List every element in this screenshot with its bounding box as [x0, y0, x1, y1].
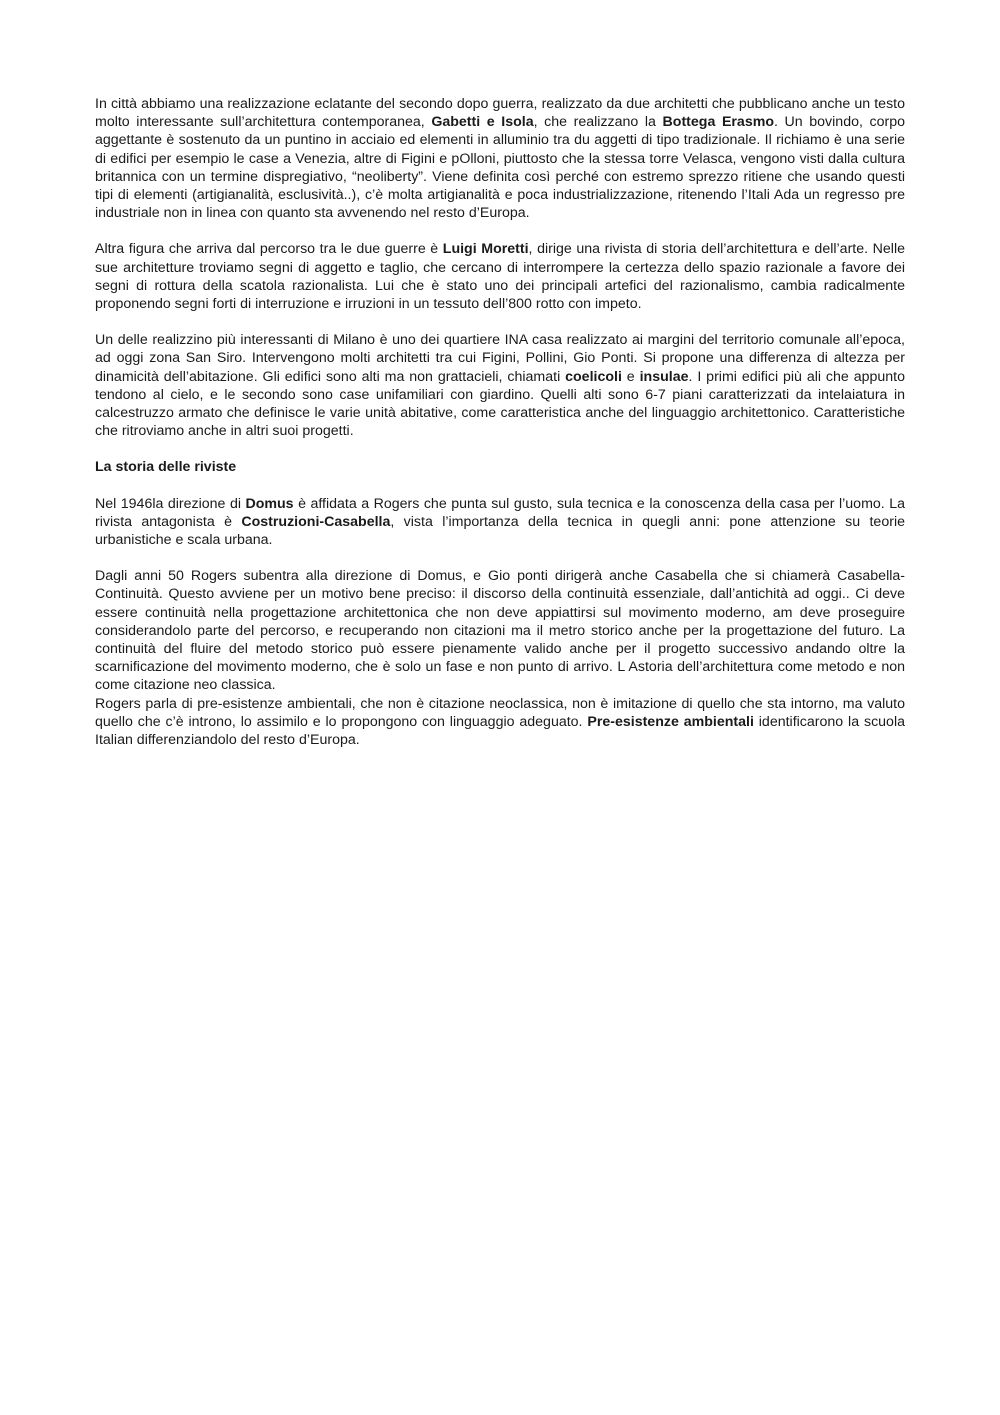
paragraph-text: Dagli anni 50 Rogers subentra alla direzione di Domus, e Gio ponti dirigerà anche Casabella che si chiamerà Casabella-Continuità. Questo avviene per un motivo bene preciso: il discorso della continuità essenziale, dall’antichità ad oggi.. Ci deve essere continuità nella progettazione architettonica che non deve appiattirsi sul movimento moderno, am deve proseguire considerandolo parte del percorso, e recuperando non citazioni ma il metro storico anche per la progettazione del futuro. La continuità del fluire del metodo storico può essere pienamente valido anche per il progetto successivo andando oltre la scarnificazione del movimento moderno, che è solo un fase e non punto di arrivo. L Astoria dell’architettura come metodo e non come citazione neo classica. [95, 568, 905, 694]
bold-term-gabetti-isola: Gabetti e Isola [431, 114, 534, 131]
paragraph-pre-esistenze [95, 695, 905, 750]
paragraph-text: è affidata a Rogers che punta sul gusto, sula tecnica e la conoscenza della casa per l’uomo. La rivista antagonista è [95, 495, 905, 530]
paragraph-text: . I primi edifici più ali che appunto tendono al cielo, e le secondo sono case unifamiliari con giardino. Quelli alti sono 6-7 piani caratterizzati da intelaiatura in calcestruzzo armato che definisce le varie unità abitative, come caratteristica anche del linguaggio architettonico. Caratteristiche che ritroviamo anche in altri suoi progetti. [95, 368, 905, 440]
paragraph-luigi-moretti [95, 240, 905, 313]
section-heading: La storia delle riviste [95, 459, 237, 476]
paragraph-domus [95, 495, 905, 550]
paragraph-text: , vista l’importanza della tecnica in quegli anni: pone attenzione su teorie urbanistiche e scala urbana. [95, 513, 905, 549]
paragraph-text: . Un bovindo, corpo aggettante è sostenuto da un puntino in acciaio ed elementi in alluminio tra du aggetti di tipo tradizionale. Il richiamo è una serie di edifici per esempio le case a Venezia, altre di Figini e pOlloni, piuttosto che la stessa torre Velasca, vengono visti dalla cultura britannica con un termine dispregiativo, “neoliberty”. Viene definita così perché con estremo sprezzo ritiene che usando questi tipi di elementi (artigianalità, esclusività..), c’è molta artigianalità e poca industrializzazione, ritenendo l’Itali Ada un regresso pre industriale non in linea con quanto sta avvenendo nel resto d’Europa. [95, 114, 905, 222]
paragraph-text: , che realizzano la [533, 114, 663, 131]
bold-term-luigi-moretti: Luigi Moretti [442, 241, 529, 258]
bold-term-coelicoli: coelicoli [565, 368, 622, 385]
paragraph-text: identificarono la scuola Italian differenziandolo del resto d’Europa. [95, 713, 905, 749]
paragraph-text: Un delle realizzino più interessanti di Milano è uno dei quartiere INA casa realizzato ai margini del territorio comunale all’epoca, ad oggi zona San Siro. Intervengono molti architetti tra cui Figini, Pollini, Gio Ponti. Si propone una differenza di altezza per dinamicità dell’abitazione. Gli edifici sono alti ma non grattacieli, chiamati [95, 332, 905, 385]
paragraph-casabella-continuita [95, 567, 905, 694]
paragraph-text: Altra figura che arriva dal percorso tra le due guerre è [95, 241, 443, 258]
paragraph-bottega-erasmo [95, 95, 905, 222]
bold-term-insulae: insulae [639, 368, 689, 385]
bold-term-domus: Domus [245, 495, 294, 512]
paragraph-text: e [621, 368, 640, 385]
paragraph-text: Nel 1946la direzione di [95, 495, 246, 512]
paragraph-ina-casa [95, 331, 905, 440]
document-page [95, 95, 905, 767]
paragraph-text: Rogers parla di pre-esistenze ambientali, che non è citazione neoclassica, non è imitazione di quello che sta intorno, ma valuto quello che c’è introno, lo assimilo e lo propongono con linguaggio adeguato. [95, 695, 905, 730]
bold-term-costruzioni-casabella: Costruzioni-Casabella [241, 513, 391, 530]
paragraph-text: In città abbiamo una realizzazione eclatante del secondo dopo guerra, realizzato da due architetti che pubblicano anche un testo molto interessante sull’architettura contemporanea, [95, 96, 905, 131]
bold-term-bottega-erasmo: Bottega Erasmo [662, 114, 774, 131]
bold-term-pre-esistenze-ambientali: Pre-esistenze ambientali [587, 713, 754, 730]
paragraph-text: , dirige una rivista di storia dell’architettura e dell’arte. Nelle sue architetture troviamo segni di aggetto e taglio, che cercano di interrompere la certezza dello spazio razionale a favore dei segni di rottura della scatola razionalista. Lui che è stato uno dei principali artefici del razionalismo, cambia radicalmente proponendo segni forti di interruzione e irruzioni in un tessuto dell’800 rotto con impeto. [95, 241, 905, 313]
